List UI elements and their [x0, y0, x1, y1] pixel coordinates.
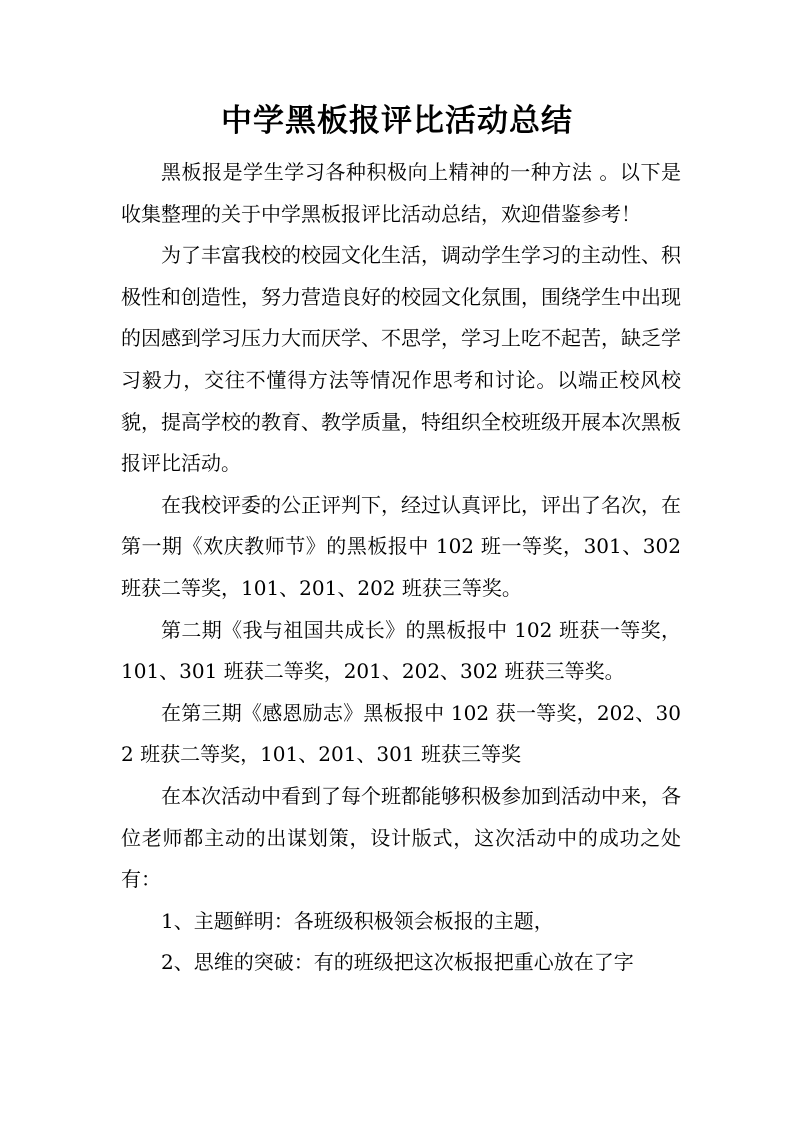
paragraph-point-1: 1、主题鲜明：各班级积极领会板报的主题， [161, 908, 554, 933]
document-body [121, 152, 681, 984]
paragraph-first-issue: 在我校评委的公正评判下，经过认真评比，评出了名次，在第一期《欢庆教师节》的黑板报中 102 班一等奖，301、302 班获二等奖，101、201、202 班获三等奖。 [121, 492, 681, 600]
paragraph-point-2: 2、思维的突破：有的班级把这次板报把重心放在了字 [161, 950, 634, 975]
paragraph-intro: 黑板报是学生学习各种积极向上精神的一种方法 。以下是收集整理的关于中学黑板报评比活动总结，欢迎借鉴参考！ [121, 160, 681, 226]
paragraph-purpose: 为了丰富我校的校园文化生活，调动学生学习的主动性、积极性和创造性，努力营造良好的校园文化氛围，围绕学生中出现的因感到学习压力大而厌学、不思学，学习上吃不起苦，缺乏学习毅力，交往不懂得方法等情况作思考和讨论。以端正校风校貌，提高学校的教育、教学质量，特组织全校班级开展本次黑板报评比活动。 [121, 243, 681, 476]
document-title: 中学黑板报评比活动总结 [221, 103, 573, 139]
paragraph-summary: 在本次活动中看到了每个班都能够积极参加到活动中来，各位老师都主动的出谋划策，设计版式，这次活动中的成功之处有： [121, 783, 681, 892]
paragraph-second-issue: 第二期《我与祖国共成长》的黑板报中 102 班获一等奖，101、301 班获二等奖，201、202、302 班获三等奖。 [121, 617, 681, 684]
paragraph-third-issue: 在第三期《感恩励志》黑板报中 102 获一等奖，202、302 班获二等奖，101、201、301 班获三等奖 [121, 700, 681, 767]
